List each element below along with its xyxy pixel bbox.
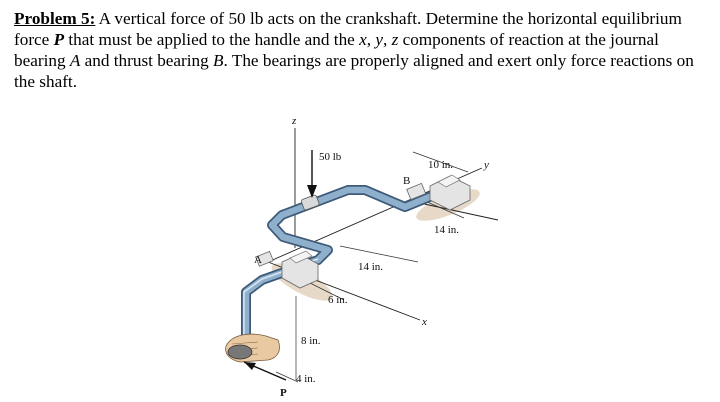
axis-y-label: y	[484, 159, 489, 171]
dim-10-label: 10 in.	[428, 159, 454, 171]
problem-heading: Problem 5:	[14, 9, 96, 28]
force-p-label: P	[280, 387, 287, 399]
problem-text-3: components of reaction at the journal bearing	[14, 30, 659, 70]
dim-14a-label: 14 in.	[434, 224, 460, 236]
axis-z-label: z	[292, 115, 297, 127]
problem-text-2: that must be applied to the handle and the	[64, 30, 360, 49]
axis-x-label: x	[422, 316, 427, 328]
dim-14b-label: 14 in.	[358, 261, 384, 273]
comma-2: ,	[382, 30, 392, 49]
bearing-a-ref: A	[69, 51, 81, 70]
force-50lb-arrow	[307, 150, 317, 198]
bearing-b-label: B	[403, 175, 411, 187]
var-z: z	[391, 30, 399, 49]
figure-labels	[254, 115, 489, 399]
problem-text-4: and thrust bearing	[80, 51, 214, 70]
force-p-arrow	[244, 362, 286, 380]
dim-line-14b	[340, 246, 418, 262]
force-symbol-p: P	[53, 30, 65, 49]
force-50lb-label: 50 lb	[319, 151, 342, 163]
hand-icon	[226, 334, 280, 362]
var-x: x	[359, 30, 367, 49]
problem-text-1: A vertical force of 50 lb acts on the crankshaft. Determine the horizontal equilibrium force	[14, 9, 682, 49]
crankshaft-outline	[246, 190, 444, 350]
dim-6-label: 6 in.	[328, 294, 348, 306]
problem-text-5: . The bearings are properly aligned and exert only force reactions on the shaft.	[14, 51, 694, 91]
bearing-a-label: A	[254, 254, 262, 266]
var-y: y	[375, 30, 383, 49]
dim-4-label: 4 in.	[296, 373, 316, 385]
bearing-b-ref: B	[213, 51, 224, 70]
comma-1: ,	[366, 30, 376, 49]
force-collar	[301, 195, 320, 211]
dim-8-label: 8 in.	[301, 335, 321, 347]
